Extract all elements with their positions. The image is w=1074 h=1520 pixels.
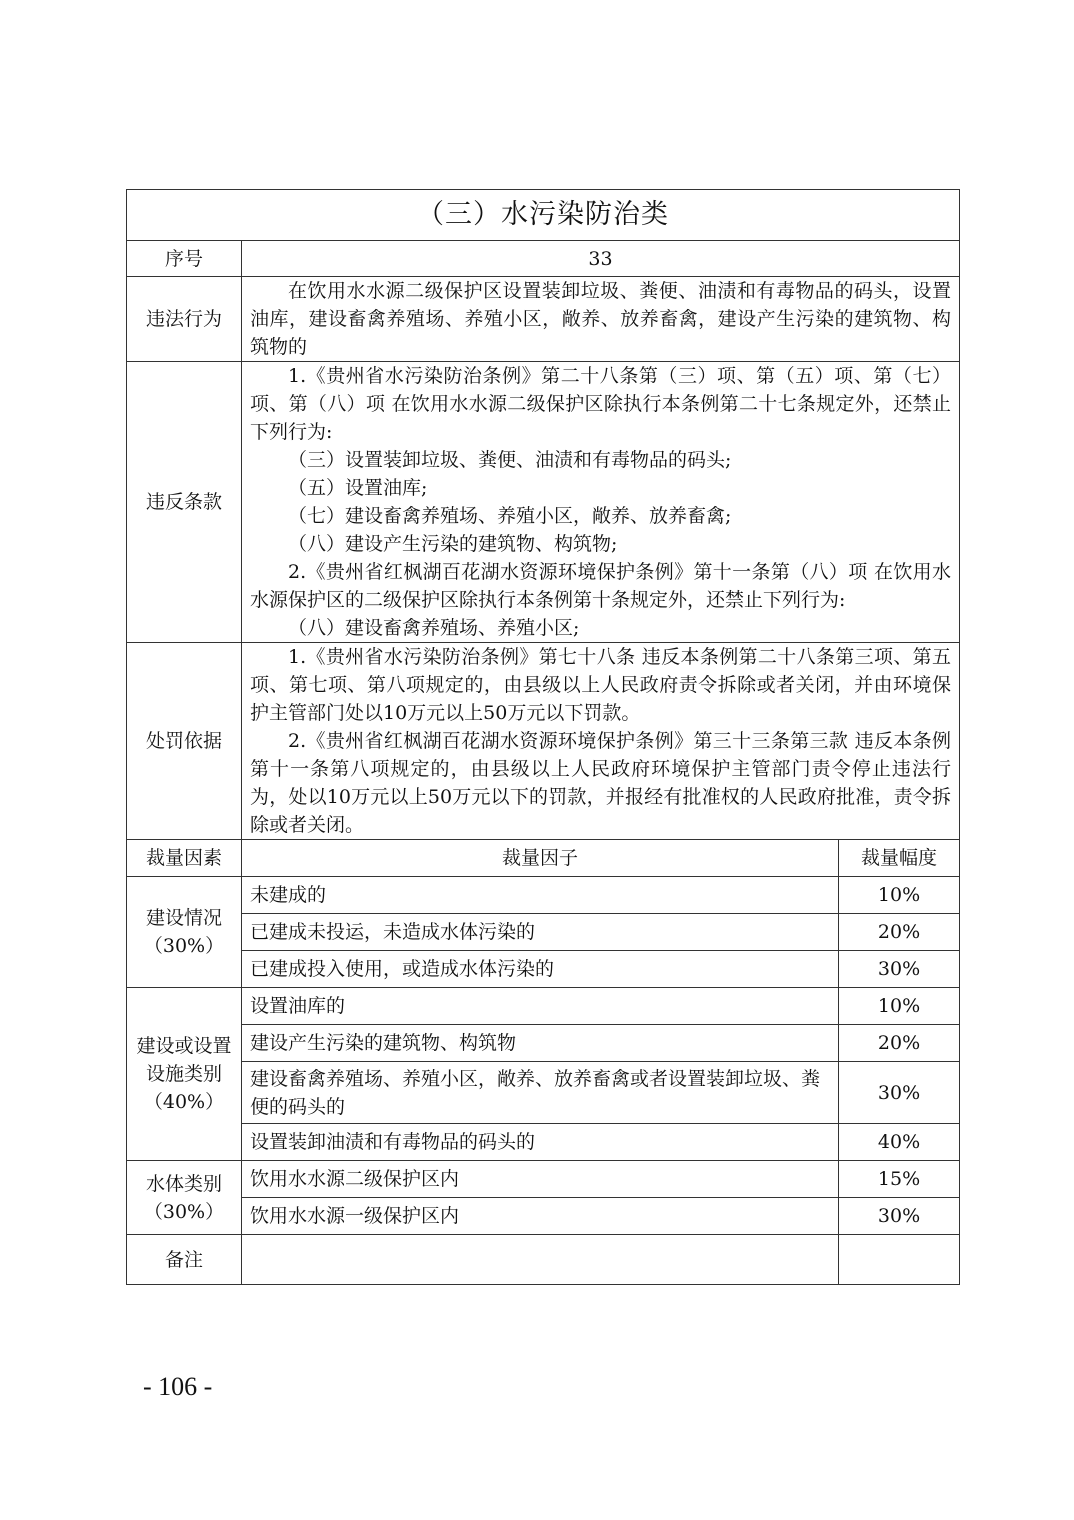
violation-cell (242, 277, 960, 362)
clause-item: （八）建设畜禽养殖场、养殖小区; (288, 617, 580, 639)
clause-item: （七）建设畜禽养殖场、养殖小区，敞养、放养畜禽; (288, 505, 732, 527)
factor-cell: 已建成未投运，未造成水体污染的 (242, 914, 839, 951)
header-factor-category: 裁量因素 (127, 840, 242, 877)
clauses-cell (242, 362, 960, 643)
range-cell: 30% (839, 1062, 960, 1124)
serial-label: 序号 (127, 241, 242, 277)
page-number: - 106 - (143, 1372, 213, 1401)
remarks-label: 备注 (127, 1235, 242, 1285)
factor-cell: 饮用水水源一级保护区内 (242, 1198, 839, 1235)
range-cell: 20% (839, 1025, 960, 1062)
serial-value: 33 (242, 241, 960, 277)
clause-paragraph-2: 2.《贵州省红枫湖百花湖水资源环境保护条例》第十一条第（八）项 在饮用水水源保护区的二级保护区除执行本条例第十条规定外，还禁止下列行为: (250, 561, 952, 611)
clauses-label: 违反条款 (127, 362, 242, 643)
clause-item: （三）设置装卸垃圾、粪便、油渍和有毒物品的码头; (288, 449, 732, 471)
header-range: 裁量幅度 (839, 840, 960, 877)
table-title: （三）水污染防治类 (127, 190, 960, 241)
range-cell: 20% (839, 914, 960, 951)
penalty-paragraph-2: 2.《贵州省红枫湖百花湖水资源环境保护条例》第三十三条第三款 违反本条例第十一条第八项规定的，由县级以上人民政府环境保护主管部门责令停止违法行为，处以10万元以上50万元以下的罚款，并报经有批准权的人民政府批准，责令拆除或者关闭。 (250, 730, 952, 836)
remarks-value (242, 1235, 839, 1285)
factor-cell: 设置装卸油渍和有毒物品的码头的 (242, 1124, 839, 1161)
group-label-facility-type: 建设或设置设施类别（40%） (127, 988, 242, 1161)
factor-cell: 未建成的 (242, 877, 839, 914)
group-label-construction: 建设情况（30%） (127, 877, 242, 988)
discretion-table (126, 189, 960, 1285)
violation-text: 在饮用水水源二级保护区设置装卸垃圾、粪便、油渍和有毒物品的码头，设置油库，建设畜禽养殖场、养殖小区，敞养、放养畜禽，建设产生污染的建筑物、构筑物的 (250, 280, 952, 358)
header-factor: 裁量因子 (242, 840, 839, 877)
violation-label: 违法行为 (127, 277, 242, 362)
factor-cell: 建设畜禽养殖场、养殖小区，敞养、放养畜禽或者设置装卸垃圾、粪便的码头的 (242, 1062, 839, 1124)
penalty-paragraph-1: 1.《贵州省水污染防治条例》第七十八条 违反本条例第二十八条第三项、第五项、第七项、第八项规定的，由县级以上人民政府责令拆除或者关闭，并由环境保护主管部门处以10万元以上50万元以下罚款。 (250, 646, 952, 724)
group-label-water-type: 水体类别（30%） (127, 1161, 242, 1235)
clause-paragraph-1: 1.《贵州省水污染防治条例》第二十八条第（三）项、第（五）项、第（七）项、第（八）项 在饮用水水源二级保护区除执行本条例第二十七条规定外，还禁止下列行为: (250, 365, 952, 443)
factor-cell: 已建成投入使用，或造成水体污染的 (242, 951, 839, 988)
factor-cell: 设置油库的 (242, 988, 839, 1025)
range-cell: 10% (839, 877, 960, 914)
factor-cell: 饮用水水源二级保护区内 (242, 1161, 839, 1198)
remarks-empty (839, 1235, 960, 1285)
range-cell: 30% (839, 951, 960, 988)
range-cell: 10% (839, 988, 960, 1025)
clause-item: （八）建设产生污染的建筑物、构筑物; (288, 533, 618, 555)
factor-cell: 建设产生污染的建筑物、构筑物 (242, 1025, 839, 1062)
range-cell: 40% (839, 1124, 960, 1161)
penalty-label: 处罚依据 (127, 643, 242, 840)
clause-item: （五）设置油库; (288, 477, 428, 499)
penalty-cell (242, 643, 960, 840)
range-cell: 30% (839, 1198, 960, 1235)
range-cell: 15% (839, 1161, 960, 1198)
